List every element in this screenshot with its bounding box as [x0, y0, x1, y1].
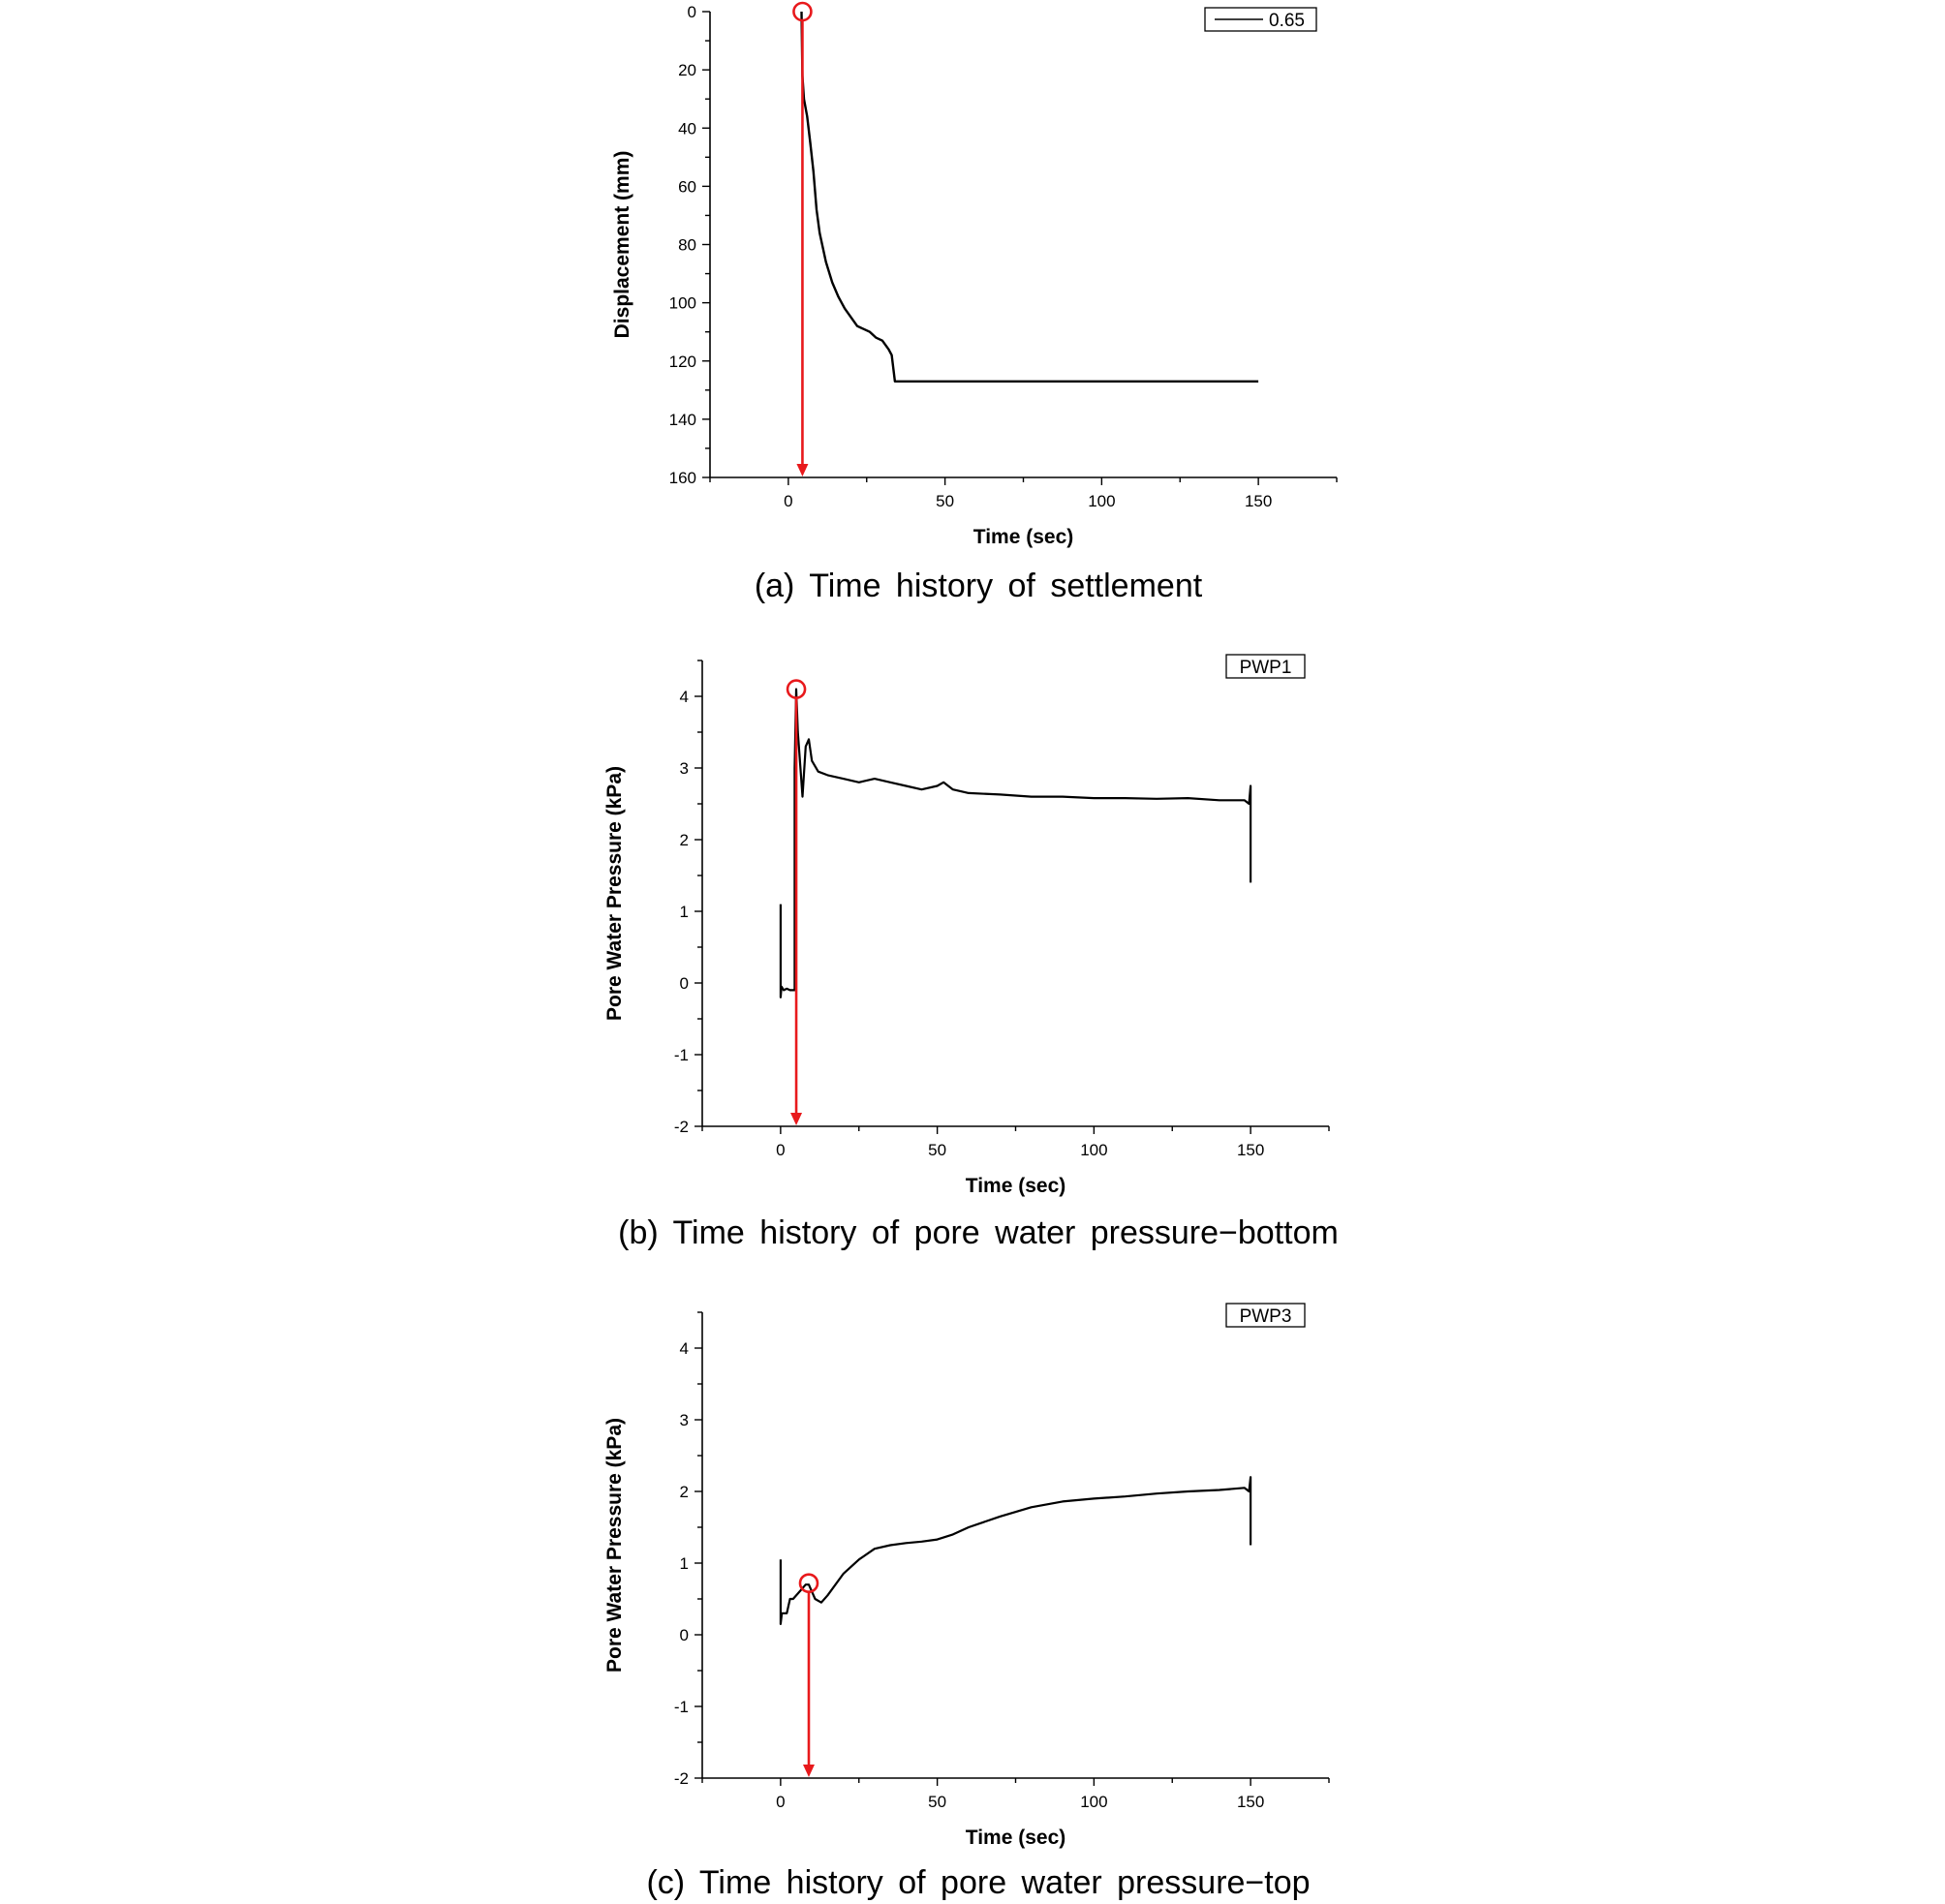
x-tick-label: 150	[1236, 1793, 1265, 1811]
chart-panel-2	[603, 655, 1339, 1251]
legend	[1226, 1304, 1305, 1327]
arrow-head	[796, 464, 808, 476]
peak-marker-circle	[800, 1575, 818, 1592]
y-tick-label: 60	[678, 177, 696, 197]
y-tick-label: 120	[668, 352, 696, 371]
arrow-head	[790, 1113, 802, 1125]
chart-panel-3	[603, 1304, 1329, 1901]
x-tick-label: 0	[776, 1793, 786, 1811]
y-tick-label: 40	[678, 119, 696, 138]
y-tick-label: 3	[679, 759, 689, 778]
y-tick-label: 3	[679, 1411, 689, 1429]
peak-annotation	[800, 1575, 818, 1777]
y-tick-label: 0	[679, 1626, 689, 1644]
x-tick-label: 50	[936, 492, 955, 510]
series-line-PWP1	[781, 690, 1250, 998]
y-tick-label: -1	[673, 1046, 689, 1064]
y-tick-label: -2	[673, 1769, 689, 1788]
y-tick-label: 160	[668, 469, 696, 487]
legend	[1226, 655, 1305, 678]
legend-label: 0.65	[1269, 11, 1305, 31]
x-tick-label: 0	[784, 492, 793, 510]
x-tick-label: 100	[1088, 492, 1116, 510]
y-tick-label: 2	[679, 1483, 689, 1501]
series-line-PWP3	[781, 1477, 1250, 1624]
y-tick-label: 4	[679, 1339, 689, 1358]
x-axis-title: Time (sec)	[965, 1175, 1066, 1197]
y-tick-label: 0	[679, 974, 689, 993]
y-tick-label: 140	[668, 410, 696, 429]
chart-panel-1	[611, 3, 1337, 604]
y-tick-label: 1	[679, 1554, 689, 1573]
y-tick-label: 100	[668, 293, 696, 313]
y-tick-label: 1	[679, 903, 689, 921]
peak-annotation	[787, 681, 805, 1125]
x-tick-label: 150	[1236, 1141, 1265, 1159]
legend-label: PWP3	[1239, 1306, 1292, 1327]
series-line-065	[802, 12, 1259, 382]
peak-annotation	[793, 3, 811, 476]
y-tick-label: -1	[673, 1698, 689, 1716]
x-tick-label: 0	[776, 1141, 786, 1159]
x-tick-label: 50	[928, 1141, 947, 1159]
y-tick-label: 4	[679, 688, 689, 706]
y-tick-label: -2	[673, 1118, 689, 1136]
figure-caption: (a) Time history of settlement	[754, 568, 1203, 604]
y-tick-label: 0	[687, 3, 696, 21]
figure-caption: (c) Time history of pore water pressure−top	[646, 1864, 1311, 1901]
figure-caption: (b) Time history of pore water pressure−bottom	[618, 1214, 1339, 1251]
y-axis-title: Pore Water Pressure (kPa)	[603, 765, 626, 1022]
y-tick-label: 20	[678, 61, 696, 80]
x-tick-label: 50	[928, 1793, 947, 1811]
x-tick-label: 100	[1080, 1793, 1108, 1811]
y-tick-label: 2	[679, 831, 689, 849]
x-axis-title: Time (sec)	[965, 1827, 1066, 1849]
y-axis-title: Displacement (mm)	[611, 150, 633, 339]
arrow-head	[803, 1765, 815, 1777]
x-axis-title: Time (sec)	[972, 526, 1074, 548]
x-tick-label: 100	[1080, 1141, 1108, 1159]
legend-label: PWP1	[1239, 658, 1292, 678]
y-axis-title: Pore Water Pressure (kPa)	[603, 1417, 626, 1674]
y-tick-label: 80	[678, 235, 696, 255]
legend	[1205, 8, 1316, 31]
x-tick-label: 150	[1244, 492, 1273, 510]
